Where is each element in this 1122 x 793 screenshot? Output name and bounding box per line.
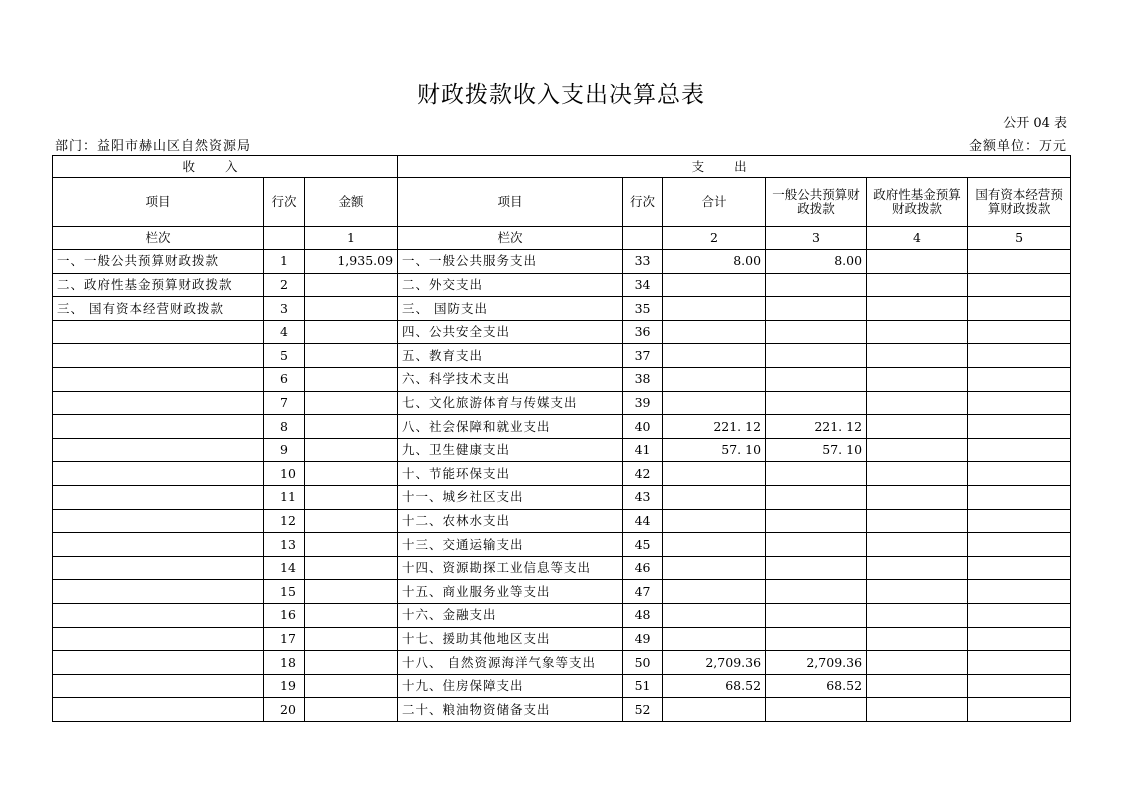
lanci-col-3: 3: [766, 227, 867, 250]
income-item-cell: [53, 698, 264, 722]
table-row: [53, 627, 1071, 651]
table-row: [53, 415, 1071, 439]
income-amount-cell: [305, 674, 398, 698]
expense-item-cell: 十七、援助其他地区支出: [398, 627, 623, 651]
income-amount-cell: [305, 509, 398, 533]
total-cell: [663, 462, 766, 486]
lanci-col-4: 4: [867, 227, 968, 250]
income-line-cell: 19: [264, 674, 305, 698]
expense-item-cell: 十六、金融支出: [398, 603, 623, 627]
income-line-cell: 16: [264, 603, 305, 627]
expense-line-cell: 38: [623, 367, 663, 391]
expense-item-cell: 十一、城乡社区支出: [398, 485, 623, 509]
expense-line-cell: 49: [623, 627, 663, 651]
lanci-col-5: 5: [968, 227, 1071, 250]
income-line-cell: 10: [264, 462, 305, 486]
income-line-cell: 6: [264, 367, 305, 391]
table-row: [53, 297, 1071, 321]
table-row: [53, 556, 1071, 580]
gov-fund-header: 政府性基金预算财政拨款: [867, 178, 968, 227]
fiscal-summary-table: [52, 155, 1071, 722]
income-amount-cell: [305, 627, 398, 651]
state-capital-cell: [968, 250, 1071, 274]
income-item-cell: [53, 485, 264, 509]
state-capital-cell: [968, 273, 1071, 297]
expense-line-cell: 45: [623, 533, 663, 557]
gov-fund-cell: [867, 415, 968, 439]
income-amount-cell: [305, 415, 398, 439]
state-capital-cell: [968, 556, 1071, 580]
income-line-cell: 7: [264, 391, 305, 415]
expense-item-cell: 十三、交通运输支出: [398, 533, 623, 557]
total-cell: 68.52: [663, 674, 766, 698]
income-amount-cell: [305, 297, 398, 321]
gov-fund-cell: [867, 698, 968, 722]
expense-item-cell: 四、公共安全支出: [398, 320, 623, 344]
total-cell: [663, 627, 766, 651]
total-cell: [663, 273, 766, 297]
total-cell: [663, 603, 766, 627]
income-line-cell: 12: [264, 509, 305, 533]
income-amount-cell: 1,935.09: [305, 250, 398, 274]
expense-line-cell: 37: [623, 344, 663, 368]
general-budget-cell: 2,709.36: [766, 651, 867, 675]
expense-item-cell: 八、社会保障和就业支出: [398, 415, 623, 439]
gov-fund-cell: [867, 533, 968, 557]
expense-line-cell: 51: [623, 674, 663, 698]
income-line-cell: 18: [264, 651, 305, 675]
income-item-cell: [53, 533, 264, 557]
income-amount-cell: [305, 320, 398, 344]
table-row: [53, 367, 1071, 391]
income-amount-cell: [305, 556, 398, 580]
expense-line-cell: 43: [623, 485, 663, 509]
table-row: [53, 391, 1071, 415]
expense-item-cell: 一、一般公共服务支出: [398, 250, 623, 274]
income-line-cell: 4: [264, 320, 305, 344]
gov-fund-cell: [867, 320, 968, 344]
table-row: [53, 320, 1071, 344]
gov-fund-cell: [867, 391, 968, 415]
income-item-cell: [53, 627, 264, 651]
gov-fund-cell: [867, 556, 968, 580]
general-budget-cell: [766, 627, 867, 651]
total-cell: 221. 12: [663, 415, 766, 439]
income-item-cell: [53, 603, 264, 627]
income-amount-cell: [305, 367, 398, 391]
total-cell: [663, 509, 766, 533]
expense-line-cell: 33: [623, 250, 663, 274]
total-cell: [663, 391, 766, 415]
expense-line-cell: 47: [623, 580, 663, 604]
amount-unit-label: 金额单位：万元: [968, 139, 1067, 154]
expense-item-cell: 九、卫生健康支出: [398, 438, 623, 462]
income-item-header: 项目: [53, 178, 264, 227]
income-amount-cell: [305, 344, 398, 368]
expense-line-cell: 48: [623, 603, 663, 627]
expense-line-cell: 40: [623, 415, 663, 439]
state-capital-cell: [968, 651, 1071, 675]
expense-item-cell: 十二、农林水支出: [398, 509, 623, 533]
expense-line-cell: 52: [623, 698, 663, 722]
lanci-col-2: 2: [663, 227, 766, 250]
state-capital-cell: [968, 415, 1071, 439]
state-capital-header: 国有资本经营预算财政拨款: [968, 178, 1071, 227]
income-item-cell: [53, 580, 264, 604]
total-cell: [663, 344, 766, 368]
income-line-header: 行次: [264, 178, 305, 227]
general-budget-cell: [766, 603, 867, 627]
table-row: [53, 698, 1071, 722]
income-item-cell: [53, 320, 264, 344]
general-budget-cell: [766, 509, 867, 533]
income-item-cell: [53, 367, 264, 391]
table-row: [53, 580, 1071, 604]
column-index-row: [53, 227, 1071, 250]
gov-fund-cell: [867, 627, 968, 651]
general-budget-cell: [766, 391, 867, 415]
income-section-header: 收入: [53, 156, 398, 178]
general-budget-cell: [766, 297, 867, 321]
income-item-cell: [53, 462, 264, 486]
table-row: [53, 603, 1071, 627]
state-capital-cell: [968, 674, 1071, 698]
income-item-cell: 一、一般公共预算财政拨款: [53, 250, 264, 274]
state-capital-cell: [968, 320, 1071, 344]
gov-fund-cell: [867, 297, 968, 321]
income-item-cell: [53, 556, 264, 580]
income-item-cell: [53, 509, 264, 533]
expense-item-cell: 十四、资源勘探工业信息等支出: [398, 556, 623, 580]
general-budget-cell: [766, 580, 867, 604]
income-line-cell: 8: [264, 415, 305, 439]
income-item-cell: 二、政府性基金预算财政拨款: [53, 273, 264, 297]
expense-line-cell: 41: [623, 438, 663, 462]
income-amount-cell: [305, 273, 398, 297]
state-capital-cell: [968, 367, 1071, 391]
expense-line-cell: 44: [623, 509, 663, 533]
state-capital-cell: [968, 533, 1071, 557]
state-capital-cell: [968, 509, 1071, 533]
income-amount-header: 金额: [305, 178, 398, 227]
table-row: [53, 344, 1071, 368]
general-budget-cell: [766, 273, 867, 297]
department-label: 部门：益阳市赫山区自然资源局: [55, 139, 252, 154]
general-budget-cell: 68.52: [766, 674, 867, 698]
income-line-cell: 3: [264, 297, 305, 321]
gov-fund-cell: [867, 674, 968, 698]
total-cell: 57. 10: [663, 438, 766, 462]
expense-item-cell: 三、 国防支出: [398, 297, 623, 321]
expense-item-cell: 十五、商业服务业等支出: [398, 580, 623, 604]
gov-fund-cell: [867, 438, 968, 462]
income-line-cell: 15: [264, 580, 305, 604]
income-lanci-line: [264, 227, 305, 250]
income-amount-cell: [305, 651, 398, 675]
gov-fund-cell: [867, 485, 968, 509]
page-title: 财政拨款收入支出决算总表: [417, 82, 705, 108]
general-budget-cell: [766, 320, 867, 344]
expense-item-cell: 二十、粮油物资储备支出: [398, 698, 623, 722]
expense-section-header: 支出: [398, 156, 1071, 178]
form-code: 公开 04 表: [1003, 116, 1067, 131]
income-line-cell: 5: [264, 344, 305, 368]
general-budget-cell: [766, 367, 867, 391]
expense-lanci-label: 栏次: [398, 227, 623, 250]
expense-line-cell: 34: [623, 273, 663, 297]
state-capital-cell: [968, 344, 1071, 368]
table-row: [53, 674, 1071, 698]
expense-item-cell: 十九、住房保障支出: [398, 674, 623, 698]
table-row: [53, 273, 1071, 297]
income-amount-cell: [305, 603, 398, 627]
expense-lanci-line: [623, 227, 663, 250]
income-line-cell: 11: [264, 485, 305, 509]
income-line-cell: 13: [264, 533, 305, 557]
expense-item-cell: 六、科学技术支出: [398, 367, 623, 391]
income-amount-cell: [305, 698, 398, 722]
general-budget-header: 一般公共预算财政拨款: [766, 178, 867, 227]
expense-line-header: 行次: [623, 178, 663, 227]
table-row: [53, 651, 1071, 675]
gov-fund-cell: [867, 273, 968, 297]
total-cell: [663, 698, 766, 722]
state-capital-cell: [968, 627, 1071, 651]
expense-item-cell: 五、教育支出: [398, 344, 623, 368]
expense-line-cell: 36: [623, 320, 663, 344]
gov-fund-cell: [867, 367, 968, 391]
state-capital-cell: [968, 462, 1071, 486]
state-capital-cell: [968, 698, 1071, 722]
income-line-cell: 14: [264, 556, 305, 580]
state-capital-cell: [968, 297, 1071, 321]
total-cell: [663, 367, 766, 391]
income-item-cell: [53, 344, 264, 368]
income-amount-cell: [305, 533, 398, 557]
income-amount-cell: [305, 462, 398, 486]
total-cell: 8.00: [663, 250, 766, 274]
income-amount-cell: [305, 391, 398, 415]
expense-line-cell: 39: [623, 391, 663, 415]
income-lanci-col: 1: [305, 227, 398, 250]
gov-fund-cell: [867, 509, 968, 533]
income-lanci-label: 栏次: [53, 227, 264, 250]
table-row: [53, 438, 1071, 462]
table-row: [53, 533, 1071, 557]
table-row: [53, 462, 1071, 486]
gov-fund-cell: [867, 603, 968, 627]
income-amount-cell: [305, 580, 398, 604]
table-row: [53, 485, 1071, 509]
general-budget-cell: [766, 556, 867, 580]
general-budget-cell: [766, 344, 867, 368]
state-capital-cell: [968, 485, 1071, 509]
general-budget-cell: [766, 698, 867, 722]
expense-line-cell: 42: [623, 462, 663, 486]
income-item-cell: [53, 391, 264, 415]
income-item-cell: [53, 651, 264, 675]
general-budget-cell: [766, 462, 867, 486]
gov-fund-cell: [867, 250, 968, 274]
gov-fund-cell: [867, 462, 968, 486]
income-line-cell: 17: [264, 627, 305, 651]
expense-line-cell: 46: [623, 556, 663, 580]
income-line-cell: 20: [264, 698, 305, 722]
gov-fund-cell: [867, 344, 968, 368]
income-amount-cell: [305, 485, 398, 509]
income-amount-cell: [305, 438, 398, 462]
gov-fund-cell: [867, 580, 968, 604]
total-cell: [663, 320, 766, 344]
table-row: [53, 250, 1071, 274]
expense-line-cell: 35: [623, 297, 663, 321]
total-cell: [663, 580, 766, 604]
total-cell: [663, 485, 766, 509]
expense-item-cell: 七、文化旅游体育与传媒支出: [398, 391, 623, 415]
general-budget-cell: 8.00: [766, 250, 867, 274]
general-budget-cell: 57. 10: [766, 438, 867, 462]
expense-item-cell: 二、外交支出: [398, 273, 623, 297]
general-budget-cell: [766, 533, 867, 557]
income-line-cell: 2: [264, 273, 305, 297]
expense-item-cell: 十、节能环保支出: [398, 462, 623, 486]
income-line-cell: 1: [264, 250, 305, 274]
general-budget-cell: [766, 485, 867, 509]
income-item-cell: [53, 674, 264, 698]
total-cell: 2,709.36: [663, 651, 766, 675]
income-line-cell: 9: [264, 438, 305, 462]
state-capital-cell: [968, 580, 1071, 604]
table-row: [53, 509, 1071, 533]
income-item-cell: 三、 国有资本经营财政拨款: [53, 297, 264, 321]
total-cell: [663, 297, 766, 321]
income-item-cell: [53, 438, 264, 462]
income-item-cell: [53, 415, 264, 439]
general-budget-cell: 221. 12: [766, 415, 867, 439]
expense-item-header: 项目: [398, 178, 623, 227]
expense-line-cell: 50: [623, 651, 663, 675]
total-header: 合计: [663, 178, 766, 227]
section-header-row: [53, 156, 1071, 178]
state-capital-cell: [968, 391, 1071, 415]
total-cell: [663, 556, 766, 580]
state-capital-cell: [968, 603, 1071, 627]
column-header-row: [53, 178, 1071, 227]
gov-fund-cell: [867, 651, 968, 675]
expense-item-cell: 十八、 自然资源海洋气象等支出: [398, 651, 623, 675]
state-capital-cell: [968, 438, 1071, 462]
total-cell: [663, 533, 766, 557]
